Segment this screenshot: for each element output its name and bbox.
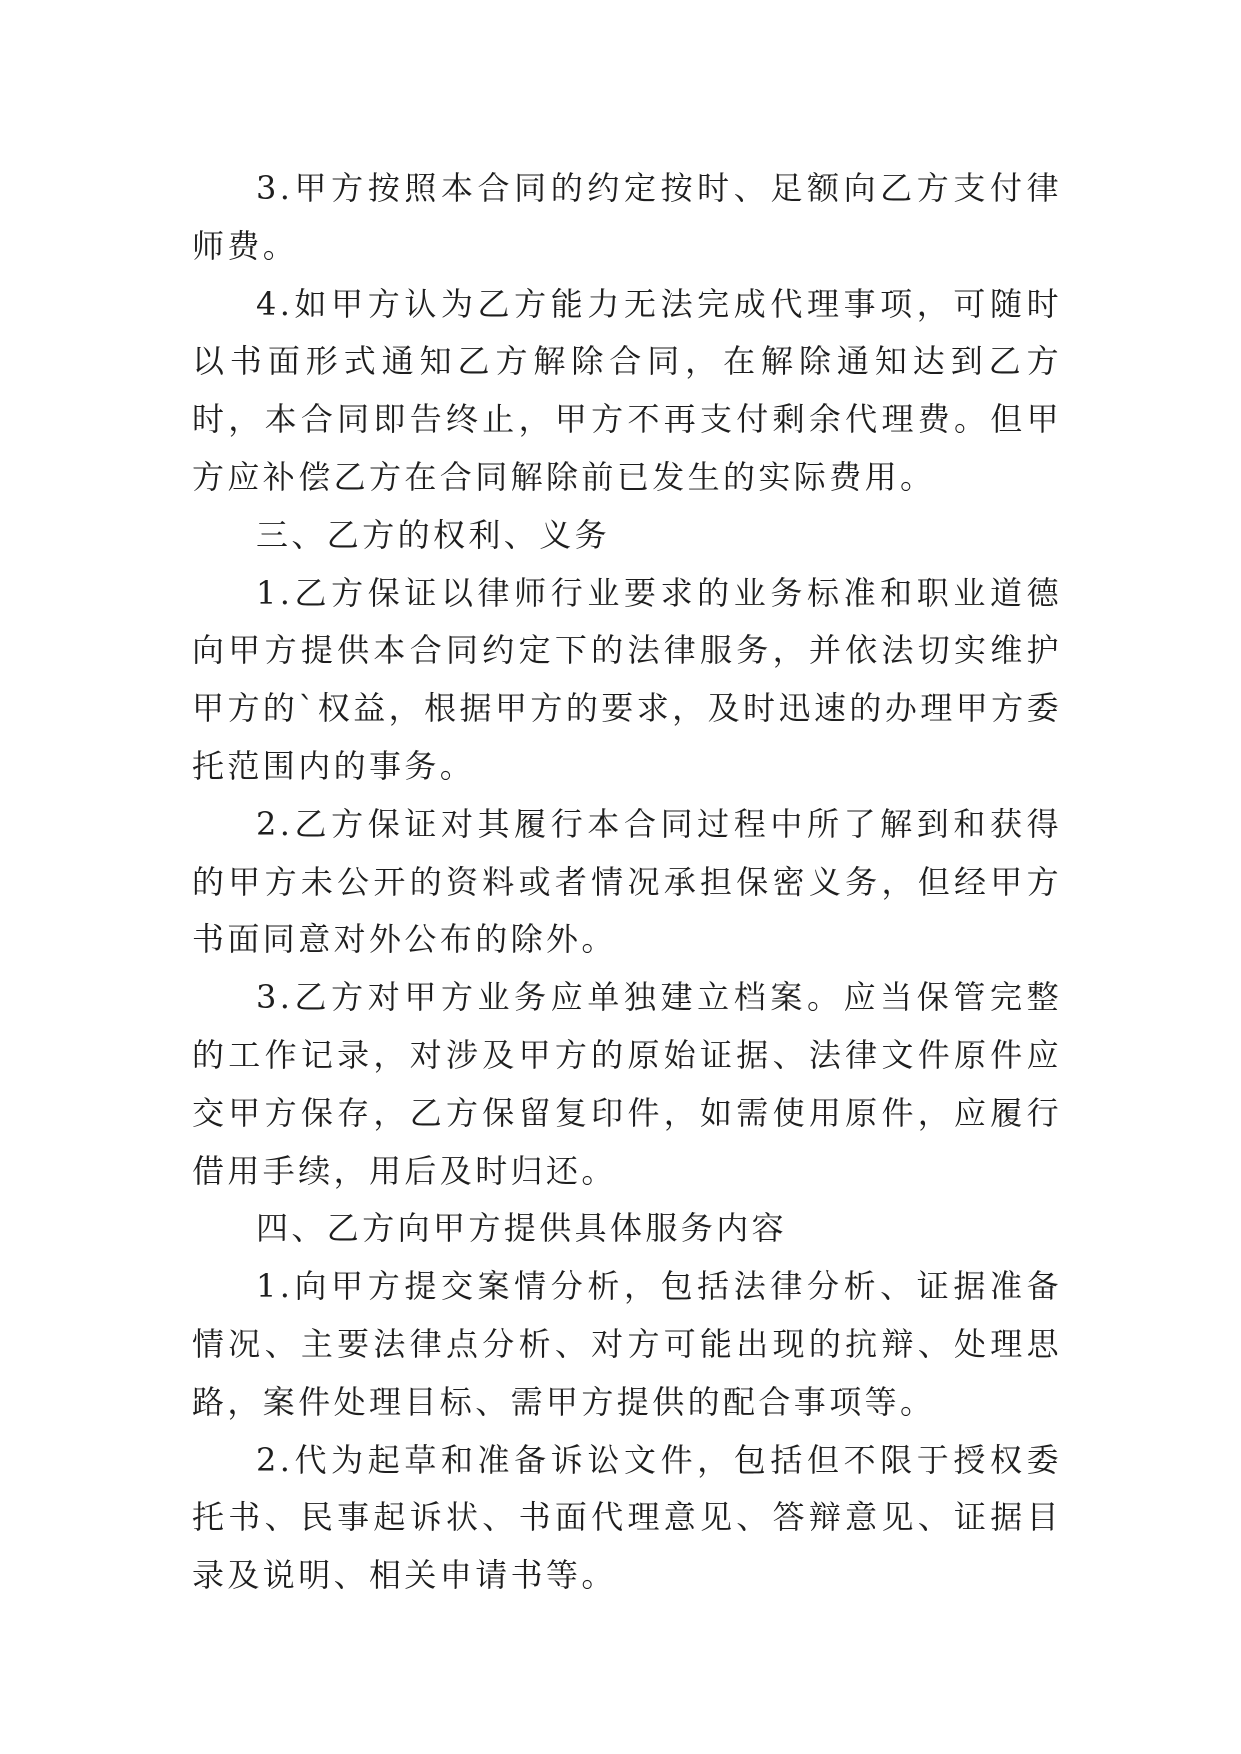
paragraph-termination: 4.如甲方认为乙方能力无法完成代理事项，可随时以书面形式通知乙方解除合同，在解除通知达到乙方时，本合同即告终止，甲方不再支付剩余代理费。但甲方应补偿乙方在合同解除前已发生的实际费用。 [192,284,1062,496]
paragraph-confidentiality: 2.乙方保证对其履行本合同过程中所了解到和获得的甲方未公开的资料或者情况承担保密义务，但经甲方书面同意对外公布的除外。 [192,804,1062,959]
paragraph-archives: 3.乙方对甲方业务应单独建立档案。应当保管完整的工作记录，对涉及甲方的原始证据、法律文件原件应交甲方保存，乙方保留复印件，如需使用原件，应履行借用手续，用后及时归还。 [192,978,1062,1190]
paragraph-service-standard: 1.乙方保证以律师行业要求的业务标准和职业道德向甲方提供本合同约定下的法律服务，并依法切实维护甲方的`权益，根据甲方的要求，及时迅速的办理甲方委托范围内的事务。 [192,573,1062,785]
paragraph-case-analysis: 1.向甲方提交案情分析，包括法律分析、证据准备情况、主要法律点分析、对方可能出现的抗辩、处理思路，案件处理目标、需甲方提供的配合事项等。 [192,1267,1062,1421]
section-heading-party-b-rights: 三、乙方的权利、义务 [256,515,611,554]
paragraph-fee-payment: 3.甲方按照本合同的约定按时、足额向乙方支付律师费。 [192,169,1062,265]
section-heading-service-content: 四、乙方向甲方提供具体服务内容 [256,1209,788,1248]
document-body [192,160,1062,1605]
paragraph-litigation-documents: 2.代为起草和准备诉讼文件，包括但不限于授权委托书、民事起诉状、书面代理意见、答辩意见、证据目录及说明、相关申请书等。 [192,1440,1062,1595]
